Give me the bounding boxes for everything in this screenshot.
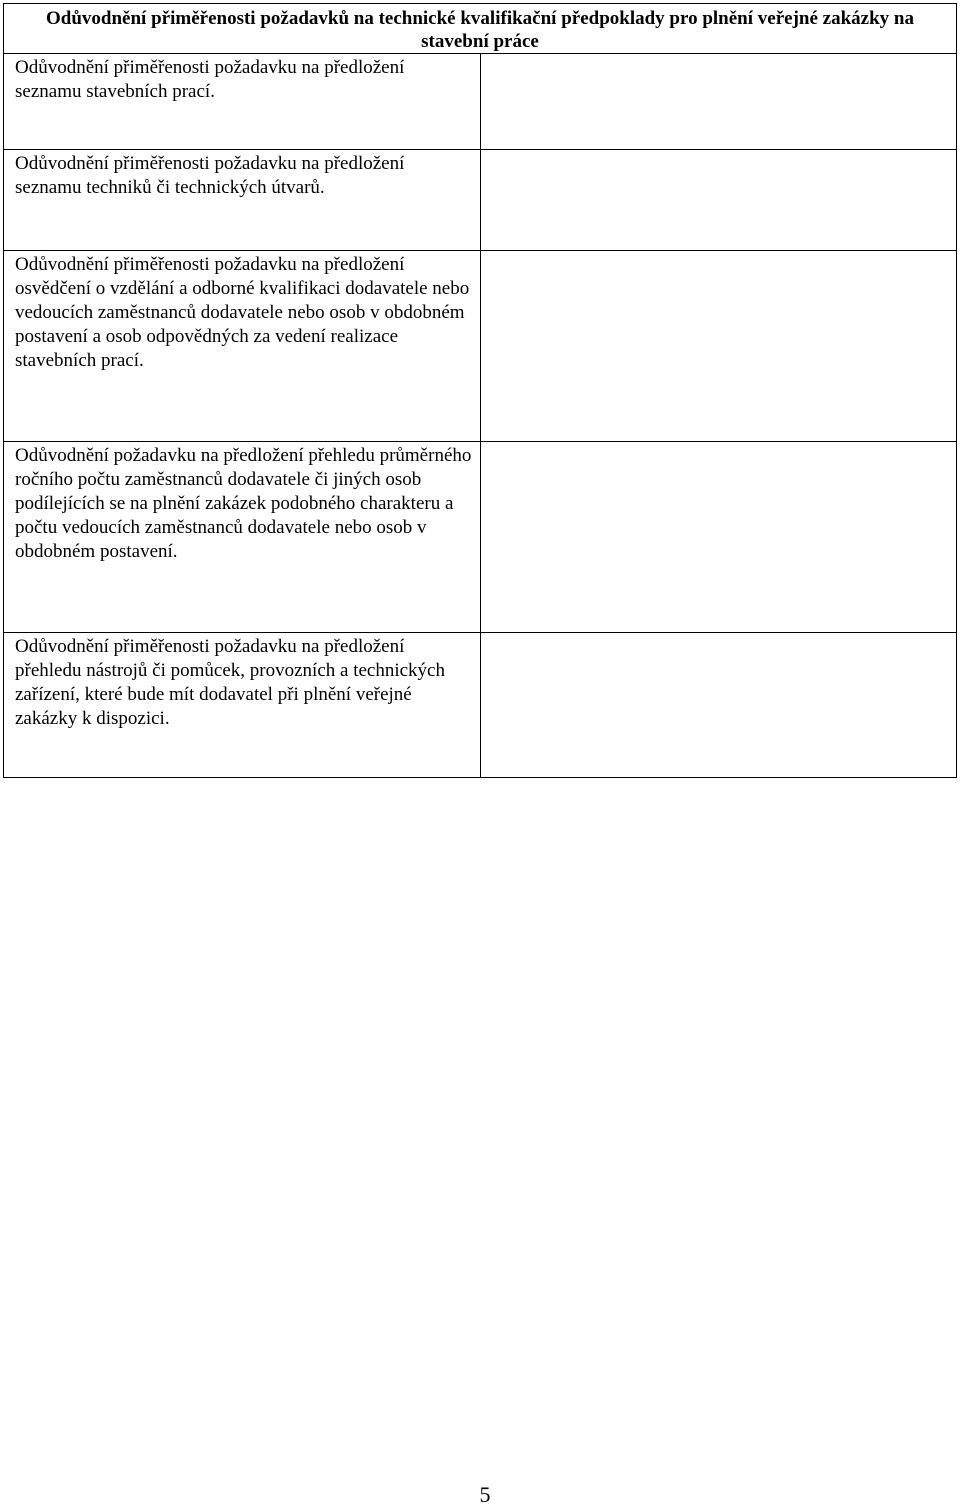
row-label: Odůvodnění přiměřenosti požadavku na předložení seznamu stavebních prací.: [4, 54, 481, 150]
table-row: [4, 251, 957, 442]
row-label: Odůvodnění požadavku na předložení přehledu průměrného ročního počtu zaměstnanců dodavatele či jiných osob podílejících se na plnění zakázek podobného charakteru a počtu vedoucích zaměstnanců dodavatele nebo osob v obdobném postavení.: [4, 442, 481, 633]
table-row: [4, 633, 957, 778]
table-row: [4, 150, 957, 251]
table-row: [4, 442, 957, 633]
table-row: [4, 54, 957, 150]
table-title-row: [4, 4, 957, 54]
row-value-cell: [480, 442, 957, 633]
page-number: 5: [479, 1482, 491, 1507]
row-value-cell: [480, 54, 957, 150]
row-value-cell: [480, 633, 957, 778]
row-label: Odůvodnění přiměřenosti požadavku na předložení seznamu techniků či technických útvarů.: [4, 150, 481, 251]
row-value-cell: [480, 251, 957, 442]
row-value-cell: [480, 150, 957, 251]
table-title: Odůvodnění přiměřenosti požadavků na technické kvalifikační předpoklady pro plnění veřejné zakázky na stavební práce: [4, 4, 957, 54]
justification-table: [3, 3, 957, 778]
row-label: Odůvodnění přiměřenosti požadavku na předložení přehledu nástrojů či pomůcek, provozních a technických zařízení, které bude mít dodavatel při plnění veřejné zakázky k dispozici.: [4, 633, 481, 778]
row-label: Odůvodnění přiměřenosti požadavku na předložení osvědčení o vzdělání a odborné kvalifikaci dodavatele nebo vedoucích zaměstnanců dodavatele nebo osob v obdobném postavení a osob odpovědných za vedení realizace stavebních prací.: [4, 251, 481, 442]
